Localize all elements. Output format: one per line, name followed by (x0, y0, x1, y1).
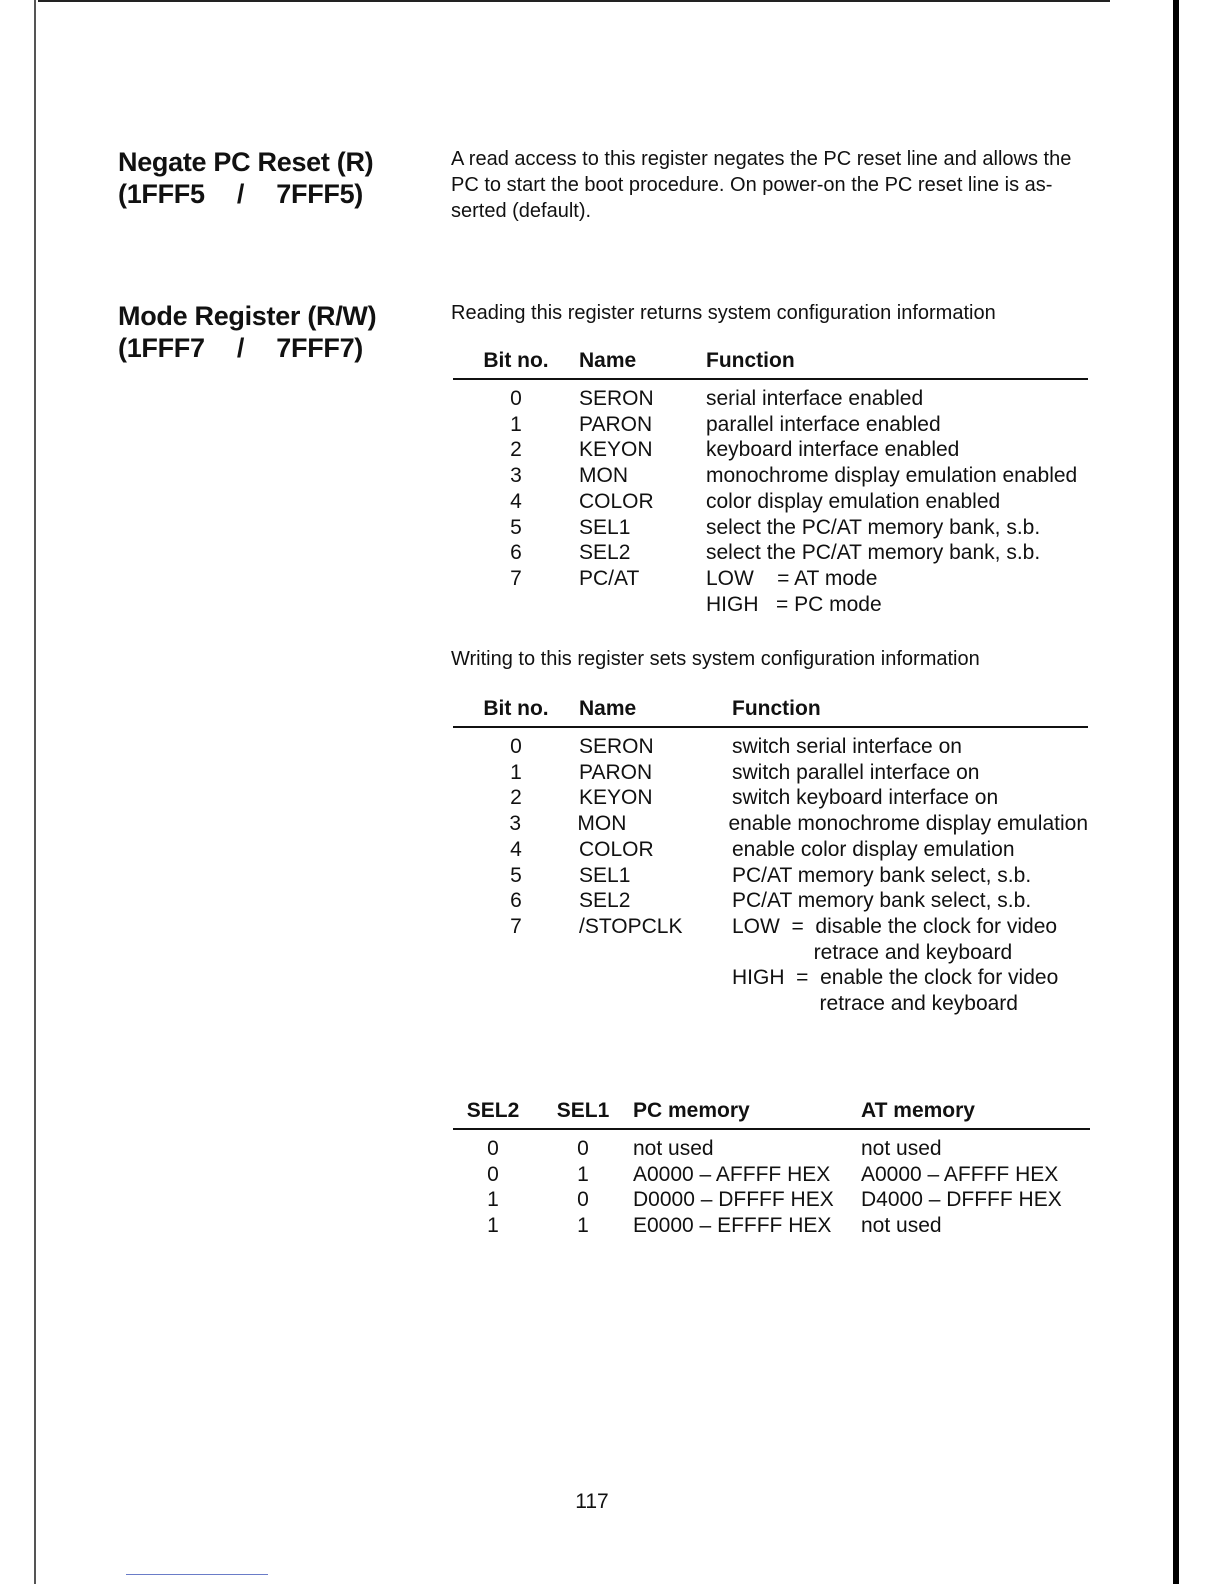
name-cell: KEYON (579, 786, 653, 810)
pc-memory-cell: D0000 – DFFFF HEX (633, 1188, 834, 1212)
write-register-table (453, 692, 1088, 1017)
reset-address-a: (1FFF5 (118, 179, 205, 209)
at-memory-cell: not used (861, 1214, 942, 1238)
header-function: Function (706, 349, 795, 373)
pc-memory-cell: A0000 – AFFFF HEX (633, 1162, 831, 1186)
bit-cell: 7 (510, 566, 522, 590)
table-row (453, 566, 1088, 592)
at-memory-cell: D4000 – DFFFF HEX (861, 1188, 1062, 1212)
function-cell: enable color display emulation (732, 837, 1015, 861)
bottom-link-underline (126, 1574, 268, 1575)
header-pc-memory: PC memory (633, 1099, 750, 1123)
header-name: Name (579, 349, 637, 373)
header-sel2: SEL2 (466, 1099, 520, 1123)
sel2-cell: 0 (487, 1137, 499, 1160)
mode-address-a: (1FFF7 (118, 333, 205, 363)
table-row (453, 515, 1088, 541)
table-row (453, 489, 1088, 515)
bit-cell: 7 (510, 914, 522, 938)
name-cell: PC/AT (579, 566, 640, 590)
sel2-cell: 1 (487, 1214, 499, 1238)
reset-address-b: 7FFF5) (276, 179, 363, 209)
function-cell: select the PC/AT memory bank, s.b. (706, 515, 1041, 539)
at-memory-cell: A0000 – AFFFF HEX (861, 1162, 1059, 1186)
function-cell: PC/AT memory bank select, s.b. (732, 863, 1032, 887)
table-row (453, 463, 1088, 489)
name-cell: KEYON (579, 438, 653, 462)
name-cell: MON (579, 464, 628, 488)
mode-address-b: 7FFF7) (276, 333, 363, 363)
table-row (453, 837, 1088, 863)
function-cell: serial interface enabled (706, 387, 924, 410)
function-cell: color display emulation enabled (706, 489, 1001, 513)
table-row (453, 437, 1088, 463)
bit-cell: 1 (510, 760, 522, 784)
header-at-memory: AT memory (861, 1099, 975, 1123)
bit-cell: 2 (510, 438, 522, 462)
mode-heading (118, 300, 376, 364)
function-cell: keyboard interface enabled (706, 438, 960, 462)
name-cell: PARON (579, 760, 653, 784)
reset-line: serted (default). (451, 200, 592, 222)
reset-heading (118, 146, 373, 210)
left-border-rule (34, 0, 36, 1584)
name-cell (579, 991, 732, 1017)
sel2-cell: 0 (487, 1162, 499, 1186)
function-cell: LOW = AT mode (706, 566, 878, 590)
function-cell: LOW = disable the clock for video (732, 914, 1058, 938)
table-row (453, 914, 1088, 940)
table-row (453, 540, 1088, 566)
reset-line: PC to start the boot procedure. On power-on the PC reset line is as- (451, 174, 1053, 196)
table-row (453, 734, 1088, 760)
function-cell: switch serial interface on (732, 735, 962, 758)
table-row (453, 888, 1088, 914)
function-cell: monochrome display emulation enabled (706, 464, 1078, 488)
bit-cell: 0 (510, 387, 522, 410)
sel1-cell: 1 (577, 1162, 589, 1186)
bit-cell: 4 (510, 489, 522, 513)
pc-memory-cell: not used (633, 1137, 714, 1160)
table-rule (453, 378, 1088, 380)
bit-cell: 5 (510, 515, 522, 539)
function-cell: retrace and keyboard (732, 940, 1013, 964)
table-row (453, 965, 1088, 991)
reset-address (118, 178, 363, 210)
reset-description (451, 146, 1091, 224)
function-cell: switch parallel interface on (732, 760, 980, 784)
table-row (453, 592, 1088, 618)
bit-cell (453, 991, 579, 1017)
name-cell: SEL2 (579, 541, 631, 565)
name-cell: SERON (579, 735, 654, 758)
table-row (453, 1187, 1090, 1213)
table-rule (453, 1128, 1090, 1130)
table-body (453, 386, 1088, 617)
pc-memory-cell: E0000 – EFFFF HEX (633, 1214, 832, 1238)
mode-title: Mode Register (R/W) (118, 301, 377, 331)
table-row (453, 785, 1088, 811)
bit-cell: 2 (510, 786, 522, 810)
sel1-cell: 1 (577, 1214, 589, 1238)
name-cell (579, 940, 732, 966)
name-cell: SEL1 (579, 515, 631, 539)
name-cell: MON (577, 812, 627, 836)
reset-title: Negate PC Reset (R) (118, 147, 374, 177)
table-body (453, 734, 1088, 1017)
name-cell: SEL2 (579, 889, 631, 913)
table-row (453, 940, 1088, 966)
table-row (453, 412, 1088, 438)
bit-cell: 4 (510, 837, 522, 861)
name-cell (579, 592, 706, 618)
function-cell: HIGH = enable the clock for video (732, 966, 1059, 990)
bit-cell: 3 (509, 812, 522, 836)
function-cell: select the PC/AT memory bank, s.b. (706, 541, 1041, 565)
table-row (453, 386, 1088, 412)
header-function: Function (732, 697, 821, 721)
function-cell: parallel interface enabled (706, 412, 941, 436)
name-cell: /STOPCLK (579, 914, 683, 938)
top-border-rule (38, 0, 1110, 2)
reset-line: A read access to this register negates the PC reset line and allows the (451, 148, 1072, 170)
bit-cell: 1 (510, 412, 522, 436)
read-register-table (453, 344, 1088, 617)
function-cell: retrace and keyboard (732, 992, 1018, 1016)
table-row (453, 1136, 1090, 1162)
name-cell: PARON (579, 412, 653, 436)
table-row (453, 991, 1088, 1017)
bit-cell: 3 (510, 464, 522, 488)
name-cell: COLOR (579, 837, 654, 861)
sel2-cell: 1 (487, 1188, 499, 1212)
name-cell (579, 965, 732, 991)
bit-cell (453, 965, 579, 991)
bit-cell (453, 592, 579, 618)
table-header (453, 1094, 1090, 1124)
table-body (453, 1136, 1090, 1239)
header-name: Name (579, 697, 637, 721)
bit-cell (453, 940, 579, 966)
bit-cell: 6 (510, 541, 522, 565)
header-sel1: SEL1 (556, 1099, 610, 1123)
mode-address-sep: / (236, 333, 245, 363)
bit-cell: 5 (510, 863, 522, 887)
bit-cell: 6 (510, 889, 522, 913)
right-border-rule (1173, 0, 1179, 1584)
table-header (453, 344, 1088, 374)
table-row (453, 1213, 1090, 1239)
header-bit: Bit no. (483, 697, 549, 721)
header-bit: Bit no. (483, 349, 549, 373)
name-cell: SERON (579, 387, 654, 410)
sel1-cell: 0 (577, 1188, 589, 1212)
memory-bank-table (453, 1094, 1090, 1239)
table-row (453, 811, 1088, 837)
write-intro: Writing to this register sets system configuration information (451, 648, 980, 670)
bit-cell: 0 (510, 735, 522, 758)
table-row (453, 1162, 1090, 1188)
at-memory-cell: not used (861, 1137, 942, 1160)
reset-address-sep: / (236, 179, 245, 209)
page-number: 117 (575, 1490, 609, 1513)
table-row (453, 863, 1088, 889)
function-cell: enable monochrome display emulation (728, 812, 1088, 836)
name-cell: SEL1 (579, 863, 631, 887)
table-row (453, 760, 1088, 786)
function-cell: switch keyboard interface on (732, 786, 999, 810)
table-header (453, 692, 1088, 722)
function-cell: PC/AT memory bank select, s.b. (732, 889, 1032, 913)
sel1-cell: 0 (577, 1137, 589, 1160)
table-rule (453, 726, 1088, 728)
mode-address (118, 332, 363, 364)
name-cell: COLOR (579, 489, 654, 513)
read-intro: Reading this register returns system configuration information (451, 302, 996, 324)
function-cell: HIGH = PC mode (706, 592, 882, 616)
